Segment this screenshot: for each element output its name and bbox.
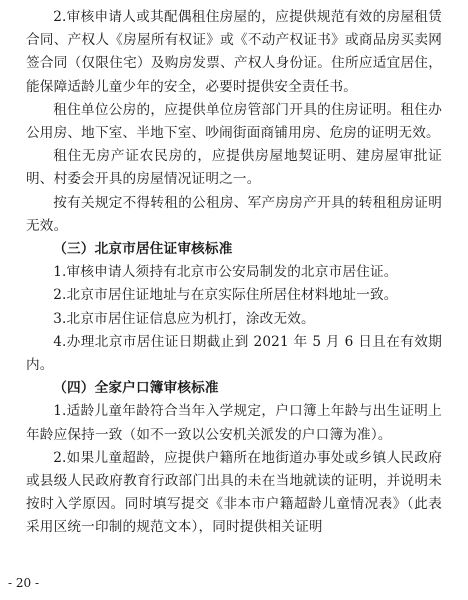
paragraph-rural-housing: 租住无房产证农民房的，应提供房屋地契证明、建房屋审批证明、村委会开具的房屋情况证明之一。 (26, 148, 442, 188)
paragraph-permit-item-4: 4.办理北京市居住证日期截止到 2021 年 5 月 6 日且在有效期内。 (26, 333, 442, 374)
paragraph-permit-item-2: 2.北京市居住证地址与在京实际住所居住材料地址一致。 (53, 287, 398, 304)
paragraph-public-housing: 租住单位公房的，应提供单位房管部门开具的住房证明。租住办公用房、地下室、半地下室、吵闹街面商铺用房、危房的证明无效。 (26, 101, 442, 142)
section-heading-household-register: （四）全家户口簿审核标准 (53, 380, 219, 397)
paragraph-lease-requirement: 2.审核申请人或其配偶租住房屋的，应提供规范有效的房屋租赁合同、产权人《房屋所有权证》或《不动产权证书》或商品房买卖网签合同（仅限住宅）及购房发票、产权人身份证。住所应适宜居住，能保障适龄儿童少年的安全，必要时提供安全责任书。 (26, 9, 442, 95)
paragraph-permit-item-1: 1.审核申请人须持有北京市公安局制发的北京市居住证。 (53, 264, 398, 281)
section-heading-residence-permit: （三）北京市居住证审核标准 (53, 241, 233, 258)
paragraph-register-item-1: 1.适龄儿童年龄符合当年入学规定，户口簿上年龄与出生证明上年龄应保持一致（如不一致以公安机关派发的户口簿为准）。 (26, 403, 442, 443)
paragraph-sublease-invalid: 按有关规定不得转租的公租房、军产房房产开具的转租租房证明无效。 (26, 194, 442, 234)
page-number: - 20 - (8, 576, 40, 590)
paragraph-register-item-2: 2.如果儿童超龄，应提供户籍所在地街道办事处或乡镇人民政府或县级人民政府教育行政部门出具的未在当地就读的证明，并说明未按时入学原因。同时填写提交《非本市户籍超龄儿童情况表》（此表采用区统一印制的规范文本），同时提供相关证明 (26, 449, 442, 536)
paragraph-permit-item-3: 3.北京市居住证信息应为机打，涂改无效。 (53, 310, 315, 327)
